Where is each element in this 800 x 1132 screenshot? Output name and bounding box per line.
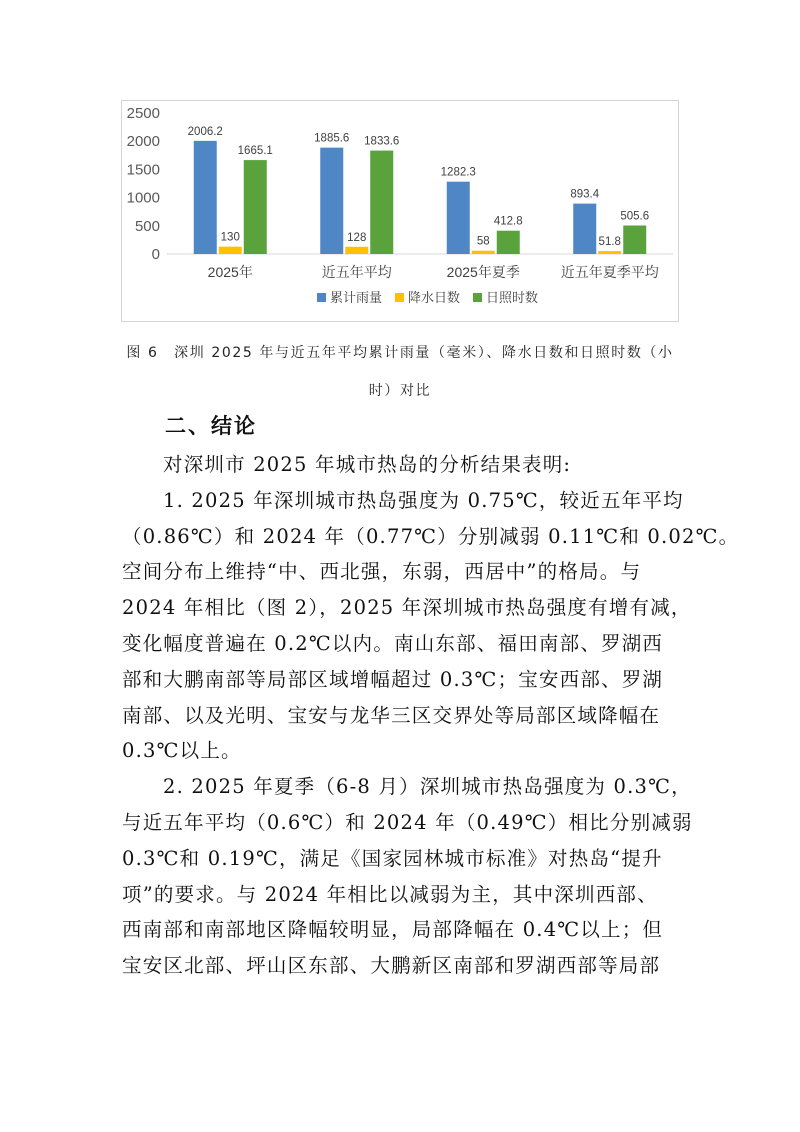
data-label: 2006.2 — [187, 125, 223, 138]
bar — [370, 151, 393, 254]
legend-label: 日照时数 — [486, 290, 539, 305]
x-tick-label: 2025年 — [207, 264, 253, 280]
figure-caption-line-1: 图 6 深圳 2025 年与近五年平均累计雨量（毫米）、降水日数和日照时数（小 — [126, 345, 674, 361]
paragraph-line: 与近五年平均（0.6℃）和 2024 年（0.49℃）相比分别减弱 — [122, 810, 693, 834]
bar — [345, 247, 368, 254]
legend-label: 降水日数 — [408, 290, 461, 305]
bar — [320, 148, 343, 254]
chart-svg — [122, 101, 678, 321]
paragraph-line: 0.3℃以上。 — [122, 739, 242, 763]
section-heading: 二、结论 — [165, 414, 257, 438]
data-label: 1665.1 — [237, 145, 273, 158]
data-label: 1833.6 — [364, 135, 400, 148]
legend-label: 累计雨量 — [330, 290, 383, 305]
figure-caption-line-2: 时）对比 — [368, 383, 432, 399]
legend-swatch — [395, 293, 404, 302]
bar-chart — [121, 100, 679, 322]
data-label: 893.4 — [570, 188, 600, 201]
data-label: 1885.6 — [314, 132, 350, 145]
paragraph-line: 西南部和南部地区降幅较明显，局部降幅在 0.4℃以上；但 — [122, 918, 664, 942]
bar — [447, 182, 470, 254]
legend-swatch — [473, 293, 482, 302]
paragraph-line: （0.86℃）和 2024 年（0.77℃）分别减弱 0.11℃和 0.02℃。 — [122, 524, 740, 548]
bar — [244, 160, 267, 254]
y-tick-label: 1000 — [126, 189, 160, 207]
y-tick-label: 0 — [151, 246, 160, 263]
bar — [194, 141, 217, 254]
data-label: 130 — [220, 231, 240, 244]
data-label: 58 — [476, 235, 490, 248]
data-label: 412.8 — [493, 215, 523, 228]
y-tick-label: 2500 — [126, 105, 160, 122]
paragraph-line: 变化幅度普遍在 0.2℃以内。南山东部、福田南部、罗湖西 — [122, 631, 664, 655]
conclusion-body — [122, 447, 740, 984]
paragraph-line: 部和大鹏南部等局部区域增幅超过 0.3℃；宝安西部、罗湖 — [122, 667, 664, 691]
paragraph-line: 空间分布上维持“中、西北强，东弱，西居中”的格局。与 — [122, 560, 642, 584]
bar — [472, 251, 495, 254]
paragraph-line: 对深圳市 2025 年城市热岛的分析结果表明: — [163, 453, 572, 476]
paragraph-line: 2. 2025 年夏季（6-8 月）深圳城市热岛强度为 0.3℃， — [163, 775, 692, 799]
y-tick-label: 1500 — [126, 161, 160, 179]
bar — [573, 204, 596, 254]
bar — [598, 251, 621, 254]
paragraph-line: 项”的要求。与 2024 年相比以减弱为主，其中深圳西部、 — [122, 882, 658, 906]
bar — [497, 231, 520, 254]
bar — [219, 247, 242, 254]
data-label: 128 — [347, 231, 367, 244]
x-tick-label: 近五年平均 — [321, 264, 392, 280]
paragraph-line: 2024 年相比（图 2），2025 年深圳城市热岛强度有增有减， — [122, 596, 692, 620]
data-label: 505.6 — [620, 210, 650, 223]
legend-swatch — [317, 293, 326, 302]
paragraph-line: 0.3℃和 0.19℃，满足《国家园林城市标准》对热岛“提升 — [122, 846, 663, 870]
data-label: 51.8 — [598, 236, 621, 249]
paragraph-line: 1. 2025 年深圳城市热岛强度为 0.75℃，较近五年平均 — [163, 488, 684, 512]
x-tick-label: 2025年夏季 — [446, 264, 520, 280]
y-tick-label: 2000 — [126, 133, 160, 151]
x-tick-label: 近五年夏季平均 — [560, 264, 659, 280]
data-label: 1282.3 — [440, 166, 476, 179]
paragraph-line: 宝安区北部、坪山区东部、大鹏新区南部和罗湖西部等局部 — [122, 954, 661, 978]
paragraph-line: 南部、以及光明、宝安与龙华三区交界处等局部区域降幅在 — [122, 703, 661, 727]
bar — [623, 225, 646, 254]
y-tick-label: 500 — [134, 217, 160, 235]
